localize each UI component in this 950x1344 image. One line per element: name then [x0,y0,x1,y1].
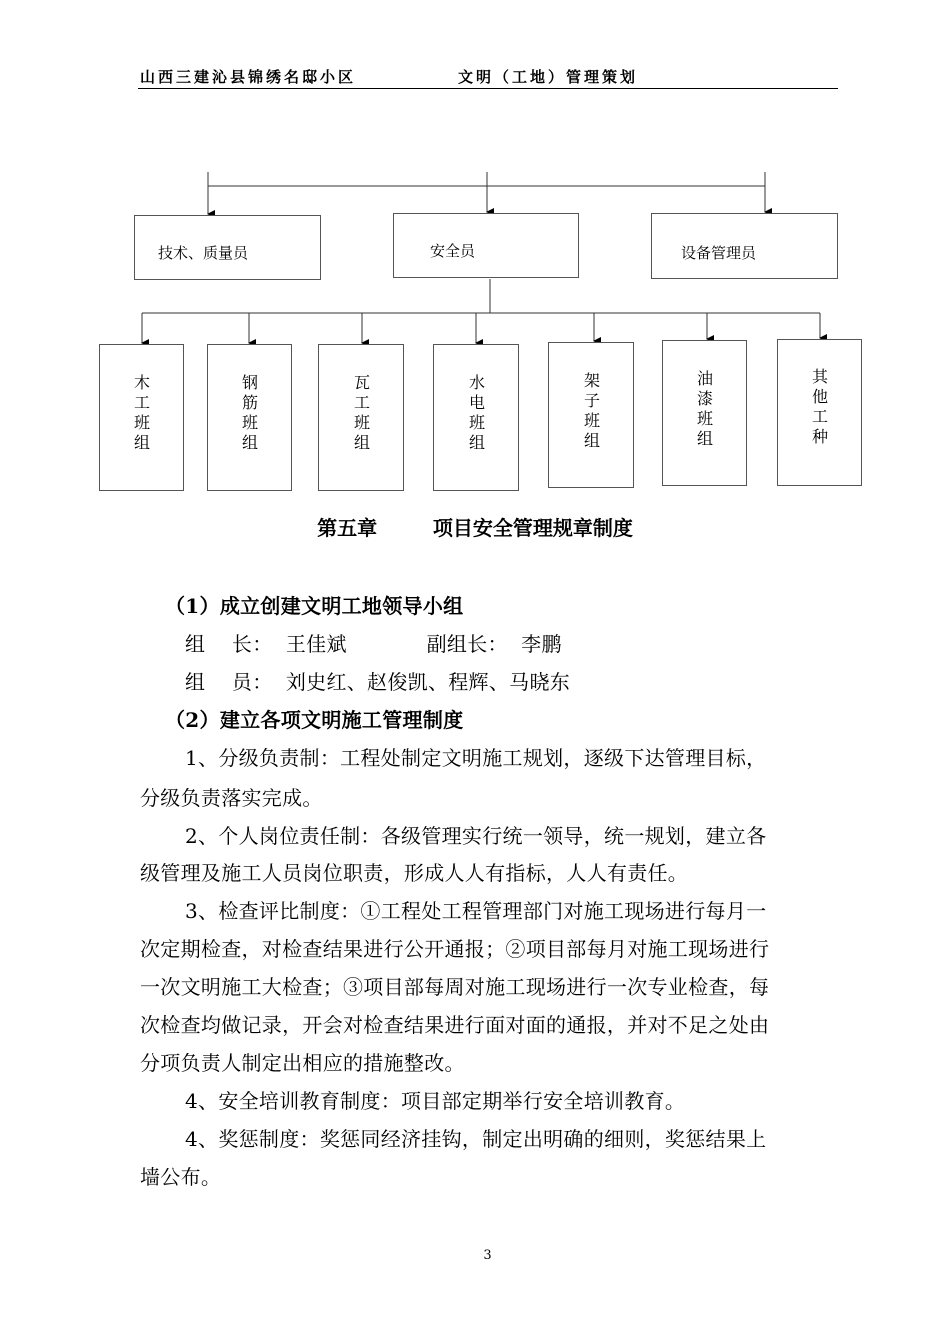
org-box-team-masonry [318,344,404,491]
header-doc-title: 文明（工地）管理策划 [458,68,639,86]
org-label-team-scaffolding: 架子班组 [583,371,600,450]
section-1-heading: （1）成立创建文明工地领导小组 [165,594,464,618]
org-box-tech-quality [134,215,321,280]
para-line: 4、安全培训教育制度：项目部定期举行安全培训教育。 [185,1089,686,1113]
para-line: 一次文明施工大检查；③项目部每周对施工现场进行一次专业检查，每 [140,975,770,999]
org-label-team-painting: 油漆班组 [696,369,713,448]
para-line: 分级负责落实完成。 [140,786,323,810]
para-line: 2、个人岗位责任制：各级管理实行统一领导，统一规划，建立各 [185,824,767,848]
para-line: 墙公布。 [140,1165,222,1189]
members-line: 组 员： 刘史红、赵俊凯、程辉、马晓东 [185,670,571,694]
para-line: 1、分级负责制：工程处制定文明施工规划，逐级下达管理目标， [185,746,767,770]
org-label-equipment: 设备管理员 [681,244,757,262]
org-label-tech-quality: 技术、质量员 [158,244,249,262]
para-line: 3、检查评比制度：①工程处工程管理部门对施工现场进行每月一 [185,899,767,923]
org-box-team-carpentry [99,344,184,491]
org-label-team-carpentry: 木工班组 [133,373,150,452]
para-line: 次定期检查，对检查结果进行公开通报；②项目部每月对施工现场进行 [140,937,770,961]
org-label-safety: 安全员 [430,242,476,260]
org-box-team-scaffolding [548,342,634,488]
org-label-team-plumbing-electrical: 水电班组 [468,373,485,452]
para-line: 4、奖惩制度：奖惩同经济挂钩，制定出明确的细则，奖惩结果上 [185,1127,767,1151]
org-box-team-other [777,339,862,486]
org-label-team-rebar: 钢筋班组 [241,373,258,452]
org-label-team-other: 其他工种 [811,367,828,446]
para-line: 分项负责人制定出相应的措施整改。 [140,1051,465,1075]
org-box-safety [393,213,579,278]
leader-line: 组 长： 王佳斌 副组长： 李鹏 [185,632,562,656]
header-rule [138,88,838,89]
section-2-heading: （2）建立各项文明施工管理制度 [165,708,464,732]
org-label-team-masonry: 瓦工班组 [353,373,370,452]
org-box-team-plumbing-electrical [433,344,519,491]
org-box-equipment [651,213,838,279]
org-box-team-rebar [207,344,292,491]
page-number: 3 [483,1248,492,1263]
para-line: 次检查均做记录，开会对检查结果进行面对面的通报，并对不足之处由 [140,1013,770,1037]
org-box-team-painting [662,340,747,486]
chapter-title: 第五章 项目安全管理规章制度 [317,516,633,540]
header-project-name: 山西三建沁县锦绣名邸小区 [140,68,357,86]
para-line: 级管理及施工人员岗位职责，形成人人有指标，人人有责任。 [140,861,689,885]
